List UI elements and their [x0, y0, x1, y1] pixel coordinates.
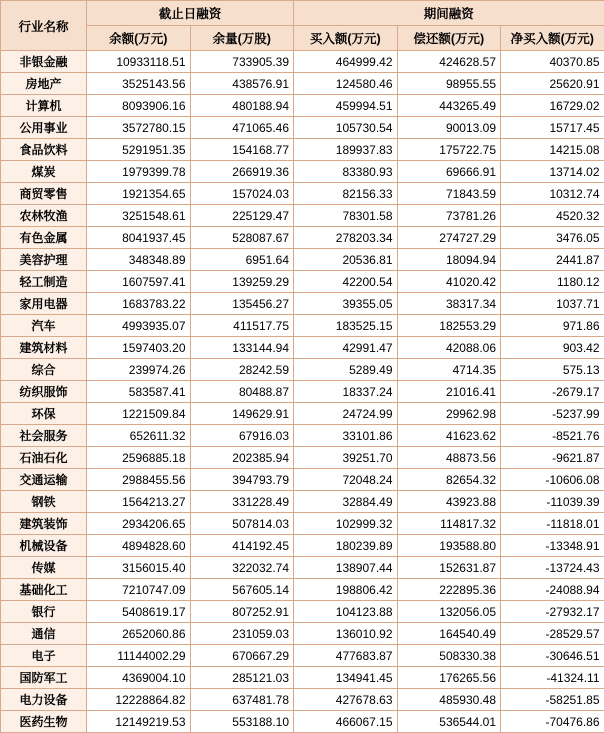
value-cell: 104123.88	[294, 601, 398, 623]
value-cell: 193588.80	[397, 535, 501, 557]
value-cell: -9621.87	[501, 447, 604, 469]
value-cell: -8521.76	[501, 425, 604, 447]
value-cell: 4714.35	[397, 359, 501, 381]
value-cell: 471065.46	[190, 117, 294, 139]
table-row	[1, 491, 604, 513]
table-row	[1, 271, 604, 293]
header-group-period: 期间融资	[294, 1, 604, 26]
value-cell: 239974.26	[87, 359, 191, 381]
value-cell: 4520.32	[501, 205, 604, 227]
value-cell: -41324.11	[501, 667, 604, 689]
industry-name-cell: 房地产	[1, 73, 87, 95]
table-row	[1, 513, 604, 535]
value-cell: 42088.06	[397, 337, 501, 359]
value-cell: 14215.08	[501, 139, 604, 161]
value-cell: 2934206.65	[87, 513, 191, 535]
header-balance-volume: 余量(万股)	[190, 26, 294, 51]
value-cell: 69666.91	[397, 161, 501, 183]
value-cell: 72048.24	[294, 469, 398, 491]
table-row	[1, 249, 604, 271]
value-cell: -2679.17	[501, 381, 604, 403]
value-cell: 16729.02	[501, 95, 604, 117]
value-cell: 4894828.60	[87, 535, 191, 557]
value-cell: 71843.59	[397, 183, 501, 205]
table-row	[1, 667, 604, 689]
table-row	[1, 469, 604, 491]
value-cell: 477683.87	[294, 645, 398, 667]
value-cell: 1564213.27	[87, 491, 191, 513]
table-row	[1, 205, 604, 227]
value-cell: 3572780.15	[87, 117, 191, 139]
value-cell: 48873.56	[397, 447, 501, 469]
table-sub-header-row	[1, 26, 604, 51]
value-cell: 222895.36	[397, 579, 501, 601]
value-cell: 285121.03	[190, 667, 294, 689]
table-row	[1, 601, 604, 623]
value-cell: 5289.49	[294, 359, 398, 381]
table-row	[1, 403, 604, 425]
value-cell: 157024.03	[190, 183, 294, 205]
table-row	[1, 557, 604, 579]
value-cell: -5237.99	[501, 403, 604, 425]
industry-name-cell: 煤炭	[1, 161, 87, 183]
value-cell: 32884.49	[294, 491, 398, 513]
value-cell: 180239.89	[294, 535, 398, 557]
table-row	[1, 381, 604, 403]
value-cell: 42991.47	[294, 337, 398, 359]
value-cell: 394793.79	[190, 469, 294, 491]
value-cell: 1221509.84	[87, 403, 191, 425]
value-cell: 3476.05	[501, 227, 604, 249]
value-cell: 39251.70	[294, 447, 398, 469]
industry-name-cell: 建筑材料	[1, 337, 87, 359]
value-cell: 459994.51	[294, 95, 398, 117]
header-industry-name: 行业名称	[1, 1, 87, 51]
value-cell: 225129.47	[190, 205, 294, 227]
value-cell: -13348.91	[501, 535, 604, 557]
value-cell: 2441.87	[501, 249, 604, 271]
value-cell: 149629.91	[190, 403, 294, 425]
value-cell: 10312.74	[501, 183, 604, 205]
value-cell: 15717.45	[501, 117, 604, 139]
value-cell: 28242.59	[190, 359, 294, 381]
value-cell: 1180.12	[501, 271, 604, 293]
industry-name-cell: 汽车	[1, 315, 87, 337]
value-cell: -10606.08	[501, 469, 604, 491]
value-cell: 1979399.78	[87, 161, 191, 183]
value-cell: 443265.49	[397, 95, 501, 117]
value-cell: 971.86	[501, 315, 604, 337]
value-cell: -13724.43	[501, 557, 604, 579]
value-cell: 10933118.51	[87, 51, 191, 73]
table-row	[1, 535, 604, 557]
value-cell: 135456.27	[190, 293, 294, 315]
value-cell: 7210747.09	[87, 579, 191, 601]
value-cell: 528087.67	[190, 227, 294, 249]
table-row	[1, 623, 604, 645]
value-cell: 652611.32	[87, 425, 191, 447]
value-cell: -58251.85	[501, 689, 604, 711]
table-row	[1, 689, 604, 711]
industry-name-cell: 电力设备	[1, 689, 87, 711]
value-cell: 152631.87	[397, 557, 501, 579]
industry-name-cell: 食品饮料	[1, 139, 87, 161]
value-cell: -24088.94	[501, 579, 604, 601]
value-cell: 20536.81	[294, 249, 398, 271]
value-cell: 12228864.82	[87, 689, 191, 711]
industry-name-cell: 商贸零售	[1, 183, 87, 205]
value-cell: 175722.75	[397, 139, 501, 161]
value-cell: 274727.29	[397, 227, 501, 249]
value-cell: 78301.58	[294, 205, 398, 227]
value-cell: 670667.29	[190, 645, 294, 667]
value-cell: 102999.32	[294, 513, 398, 535]
table-row	[1, 293, 604, 315]
table-row	[1, 161, 604, 183]
value-cell: 6951.64	[190, 249, 294, 271]
industry-name-cell: 农林牧渔	[1, 205, 87, 227]
value-cell: 105730.54	[294, 117, 398, 139]
value-cell: 536544.01	[397, 711, 501, 733]
value-cell: 39355.05	[294, 293, 398, 315]
value-cell: 1037.71	[501, 293, 604, 315]
value-cell: 480188.94	[190, 95, 294, 117]
value-cell: 507814.03	[190, 513, 294, 535]
industry-name-cell: 家用电器	[1, 293, 87, 315]
value-cell: 182553.29	[397, 315, 501, 337]
industry-name-cell: 公用事业	[1, 117, 87, 139]
value-cell: 136010.92	[294, 623, 398, 645]
value-cell: 4369004.10	[87, 667, 191, 689]
table-row	[1, 95, 604, 117]
value-cell: 427678.63	[294, 689, 398, 711]
table-row	[1, 117, 604, 139]
header-balance-amount: 余额(万元)	[87, 26, 191, 51]
value-cell: 134941.45	[294, 667, 398, 689]
table-row	[1, 359, 604, 381]
table-row	[1, 645, 604, 667]
value-cell: 29962.98	[397, 403, 501, 425]
value-cell: 466067.15	[294, 711, 398, 733]
industry-name-cell: 有色金属	[1, 227, 87, 249]
value-cell: 18094.94	[397, 249, 501, 271]
value-cell: 464999.42	[294, 51, 398, 73]
table-row	[1, 183, 604, 205]
value-cell: 278203.34	[294, 227, 398, 249]
value-cell: 41623.62	[397, 425, 501, 447]
value-cell: 1597403.20	[87, 337, 191, 359]
value-cell: 637481.78	[190, 689, 294, 711]
value-cell: 5291951.35	[87, 139, 191, 161]
table-body	[1, 51, 604, 733]
table-row	[1, 579, 604, 601]
value-cell: 12149219.53	[87, 711, 191, 733]
value-cell: 411517.75	[190, 315, 294, 337]
value-cell: 1921354.65	[87, 183, 191, 205]
value-cell: 266919.36	[190, 161, 294, 183]
value-cell: 8041937.45	[87, 227, 191, 249]
industry-name-cell: 综合	[1, 359, 87, 381]
value-cell: 231059.03	[190, 623, 294, 645]
value-cell: 176265.56	[397, 667, 501, 689]
industry-name-cell: 交通运输	[1, 469, 87, 491]
value-cell: -27932.17	[501, 601, 604, 623]
value-cell: 733905.39	[190, 51, 294, 73]
industry-name-cell: 环保	[1, 403, 87, 425]
industry-name-cell: 非银金融	[1, 51, 87, 73]
value-cell: 202385.94	[190, 447, 294, 469]
table-row	[1, 315, 604, 337]
value-cell: 124580.46	[294, 73, 398, 95]
value-cell: 42200.54	[294, 271, 398, 293]
value-cell: 807252.91	[190, 601, 294, 623]
industry-name-cell: 传媒	[1, 557, 87, 579]
table-row	[1, 425, 604, 447]
value-cell: 67916.03	[190, 425, 294, 447]
industry-name-cell: 计算机	[1, 95, 87, 117]
value-cell: 198806.42	[294, 579, 398, 601]
value-cell: 41020.42	[397, 271, 501, 293]
value-cell: 24724.99	[294, 403, 398, 425]
value-cell: 38317.34	[397, 293, 501, 315]
value-cell: 2652060.86	[87, 623, 191, 645]
header-repay-amount: 偿还额(万元)	[397, 26, 501, 51]
value-cell: 13714.02	[501, 161, 604, 183]
table-row	[1, 711, 604, 733]
value-cell: 348348.89	[87, 249, 191, 271]
value-cell: -28529.57	[501, 623, 604, 645]
table-row	[1, 447, 604, 469]
value-cell: 485930.48	[397, 689, 501, 711]
value-cell: -11818.01	[501, 513, 604, 535]
value-cell: 25620.91	[501, 73, 604, 95]
header-group-closing-day: 截止日融资	[87, 1, 294, 26]
table-row	[1, 73, 604, 95]
value-cell: 139259.29	[190, 271, 294, 293]
value-cell: 3251548.61	[87, 205, 191, 227]
industry-name-cell: 机械设备	[1, 535, 87, 557]
table-row	[1, 139, 604, 161]
industry-name-cell: 医药生物	[1, 711, 87, 733]
value-cell: 11144002.29	[87, 645, 191, 667]
value-cell: -70476.86	[501, 711, 604, 733]
value-cell: 90013.09	[397, 117, 501, 139]
industry-name-cell: 石油石化	[1, 447, 87, 469]
value-cell: 164540.49	[397, 623, 501, 645]
table-row	[1, 337, 604, 359]
value-cell: 331228.49	[190, 491, 294, 513]
value-cell: 189937.83	[294, 139, 398, 161]
value-cell: 903.42	[501, 337, 604, 359]
value-cell: 114817.32	[397, 513, 501, 535]
industry-name-cell: 纺织服饰	[1, 381, 87, 403]
value-cell: 21016.41	[397, 381, 501, 403]
value-cell: 43923.88	[397, 491, 501, 513]
value-cell: 567605.14	[190, 579, 294, 601]
value-cell: 508330.38	[397, 645, 501, 667]
value-cell: 3525143.56	[87, 73, 191, 95]
value-cell: 4993935.07	[87, 315, 191, 337]
industry-name-cell: 银行	[1, 601, 87, 623]
table-row	[1, 227, 604, 249]
value-cell: 1683783.22	[87, 293, 191, 315]
industry-name-cell: 轻工制造	[1, 271, 87, 293]
value-cell: 2596885.18	[87, 447, 191, 469]
industry-name-cell: 电子	[1, 645, 87, 667]
value-cell: 438576.91	[190, 73, 294, 95]
value-cell: 424628.57	[397, 51, 501, 73]
value-cell: 414192.45	[190, 535, 294, 557]
value-cell: 1607597.41	[87, 271, 191, 293]
value-cell: 322032.74	[190, 557, 294, 579]
industry-name-cell: 建筑装饰	[1, 513, 87, 535]
value-cell: 553188.10	[190, 711, 294, 733]
value-cell: 82654.32	[397, 469, 501, 491]
value-cell: 40370.85	[501, 51, 604, 73]
industry-name-cell: 社会服务	[1, 425, 87, 447]
industry-name-cell: 钢铁	[1, 491, 87, 513]
value-cell: 583587.41	[87, 381, 191, 403]
header-buy-amount: 买入额(万元)	[294, 26, 398, 51]
value-cell: 33101.86	[294, 425, 398, 447]
value-cell: 98955.55	[397, 73, 501, 95]
value-cell: 5408619.17	[87, 601, 191, 623]
industry-name-cell: 美容护理	[1, 249, 87, 271]
industry-name-cell: 基础化工	[1, 579, 87, 601]
value-cell: 575.13	[501, 359, 604, 381]
value-cell: -11039.39	[501, 491, 604, 513]
value-cell: 8093906.16	[87, 95, 191, 117]
value-cell: 183525.15	[294, 315, 398, 337]
industry-name-cell: 通信	[1, 623, 87, 645]
value-cell: 80488.87	[190, 381, 294, 403]
value-cell: 83380.93	[294, 161, 398, 183]
header-net-buy-amount: 净买入额(万元)	[501, 26, 604, 51]
value-cell: 3156015.40	[87, 557, 191, 579]
value-cell: -30646.51	[501, 645, 604, 667]
value-cell: 132056.05	[397, 601, 501, 623]
value-cell: 18337.24	[294, 381, 398, 403]
table-row	[1, 51, 604, 73]
industry-name-cell: 国防军工	[1, 667, 87, 689]
value-cell: 82156.33	[294, 183, 398, 205]
value-cell: 154168.77	[190, 139, 294, 161]
value-cell: 133144.94	[190, 337, 294, 359]
value-cell: 138907.44	[294, 557, 398, 579]
value-cell: 73781.26	[397, 205, 501, 227]
table-header	[1, 1, 604, 51]
value-cell: 2988455.56	[87, 469, 191, 491]
table-group-header-row	[1, 1, 604, 26]
